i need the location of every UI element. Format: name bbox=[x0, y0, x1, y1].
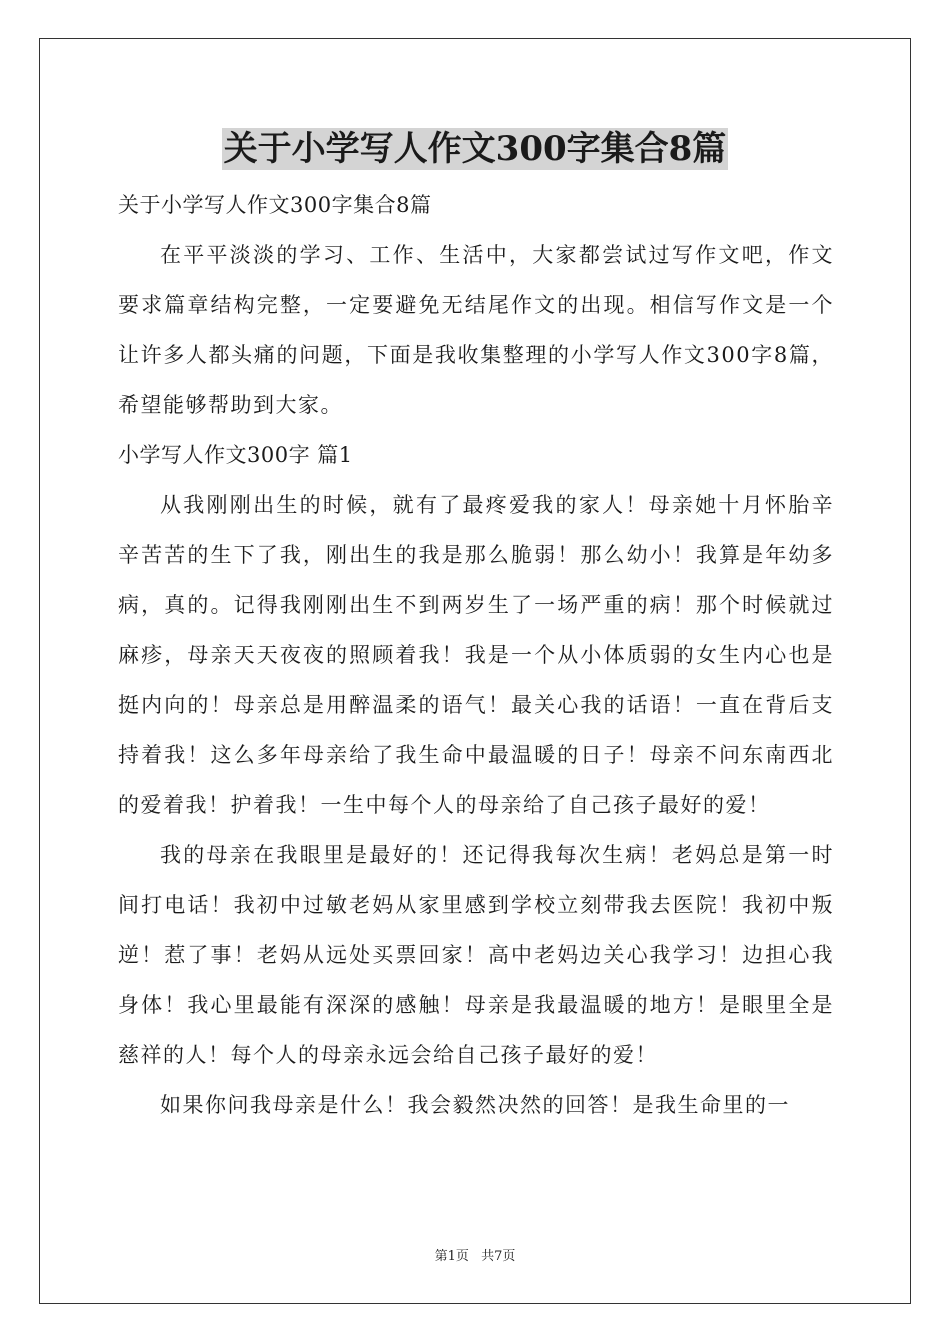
page-number: 第1页 bbox=[434, 1249, 469, 1264]
section-heading: 小学写人作文300字 篇1 bbox=[118, 443, 353, 467]
document-body bbox=[118, 180, 834, 1130]
document-title-wrapper bbox=[0, 128, 950, 170]
page-total: 共7页 bbox=[481, 1249, 516, 1264]
page-footer bbox=[0, 1248, 950, 1266]
document-subtitle: 关于小学写人作文300字集合8篇 bbox=[118, 193, 432, 217]
intro-paragraph: 在平平淡淡的学习、工作、生活中，大家都尝试过写作文吧，作文要求篇章结构完整，一定要避免无结尾作文的出现。相信写作文是一个让许多人都头痛的问题，下面是我收集整理的小学写人作文300字8篇，希望能够帮助到大家。 bbox=[118, 243, 834, 417]
body-paragraph-3: 如果你问我母亲是什么！我会毅然决然的回答！是我生命里的一 bbox=[160, 1093, 790, 1117]
body-paragraph-1: 从我刚刚出生的时候，就有了最疼爱我的家人！母亲她十月怀胎辛辛苦苦的生下了我，刚出生的我是那么脆弱！那么幼小！我算是年幼多病，真的。记得我刚刚出生不到两岁生了一场严重的病！那个时候就过麻疹，母亲天天夜夜的照顾着我！我是一个从小体质弱的女生内心也是挺内向的！母亲总是用醉温柔的语气！最关心我的话语！一直在背后支持着我！这么多年母亲给了我生命中最温暖的日子！母亲不问东南西北的爱着我！护着我！一生中每个人的母亲给了自己孩子最好的爱！ bbox=[118, 493, 834, 817]
document-title: 关于小学写人作文300字集合8篇 bbox=[223, 129, 727, 169]
body-paragraph-2: 我的母亲在我眼里是最好的！还记得我每次生病！老妈总是第一时间打电话！我初中过敏老妈从家里感到学校立刻带我去医院！我初中叛逆！惹了事！老妈从远处买票回家！高中老妈边关心我学习！边担心我身体！我心里最能有深深的感触！母亲是我最温暖的地方！是眼里全是慈祥的人！每个人的母亲永远会给自己孩子最好的爱！ bbox=[118, 843, 834, 1067]
